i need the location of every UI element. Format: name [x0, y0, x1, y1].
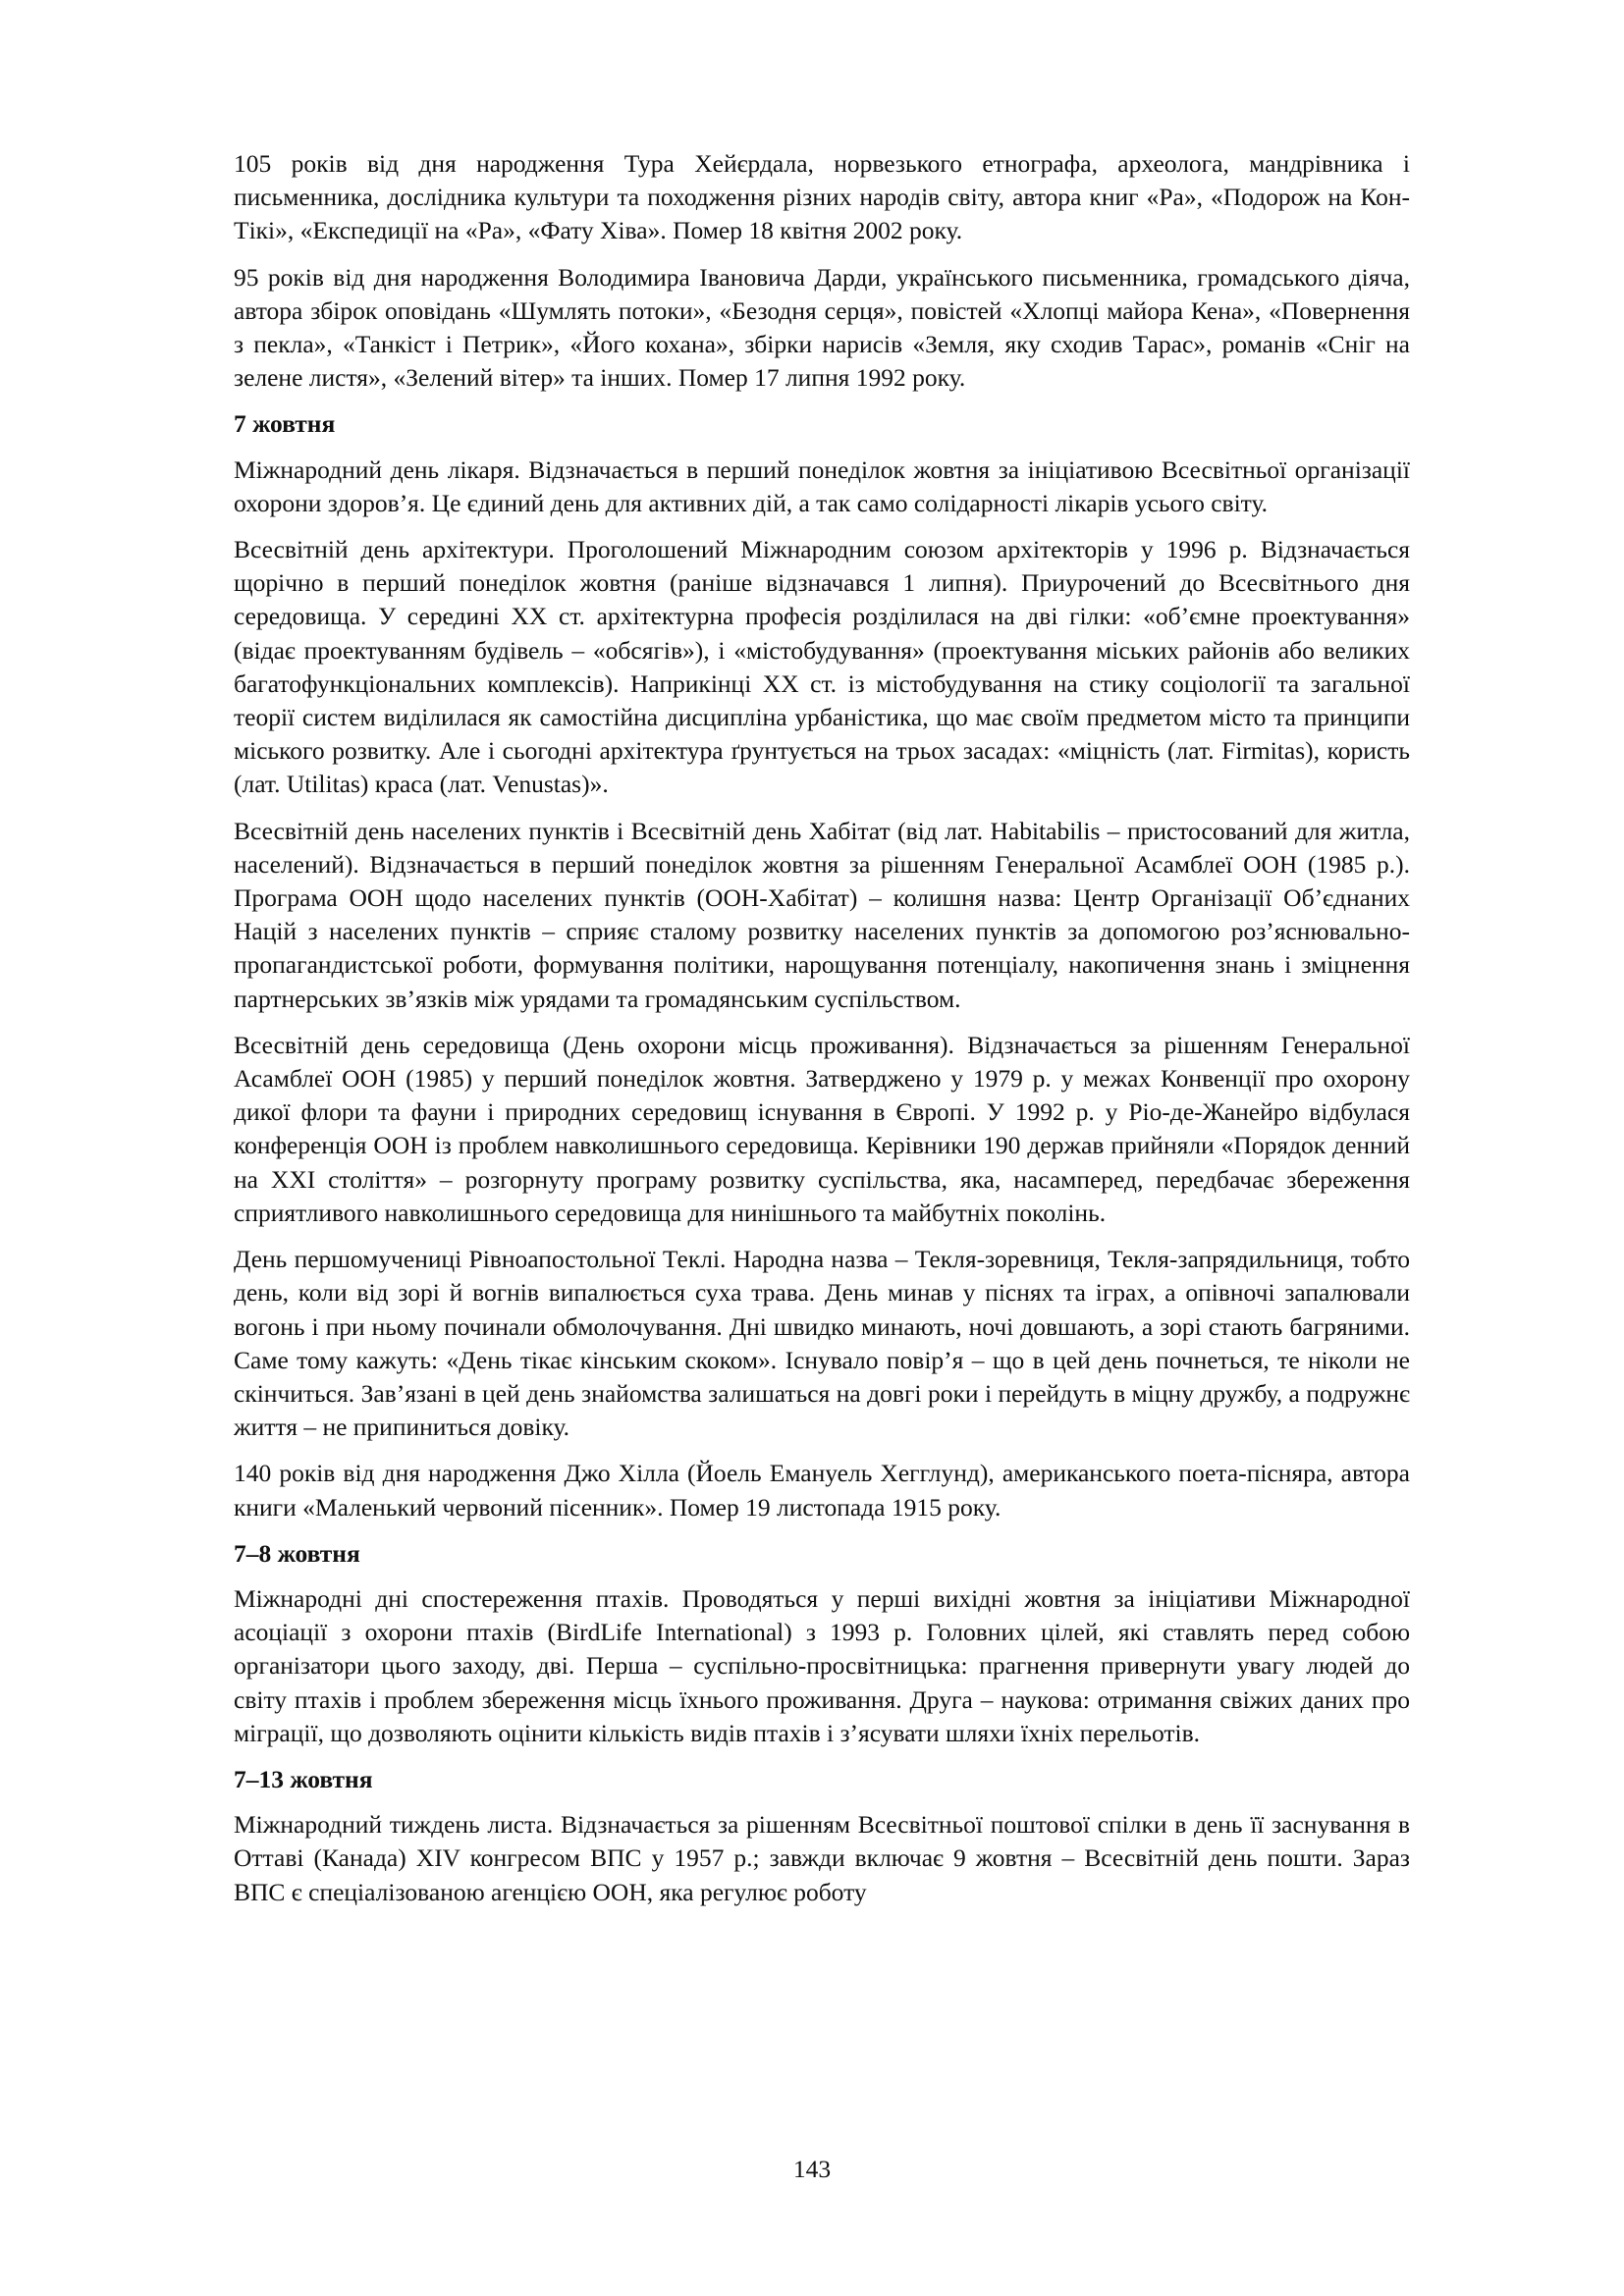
paragraph-darda: 95 років від дня народження Володимира Івановича Дарди, українського письменника, громадського діяча, автора збірок оповідань «Шумлять потоки», «Безодня серця», повістей «Хлопці майора Кена», «Повернення з пекла», «Танкіст і Петрик», «Його кохана», збірки нарисів «Земля, яку сходив Тарас», романів «Сніг на зелене листя», «Зелений вітер» та інших. Помер 17 липня 1992 року. — [234, 262, 1410, 393]
paragraph-bird-watching: Міжнародні дні спостереження птахів. Проводяться у перші вихідні жовтня за ініціативи Міжнародної асоціації з охорони птахів (BirdLife International) з 1993 р. Головних цілей, які ставлять перед собою організатори цього заходу, дві. Перша – суспільно-просвітницька: прагнення привернути увагу людей до світу птахів і проблем збереження місць їхнього проживання. Друга – наукова: отримання свіжих даних про міграції, що дозволяють оцінити кількість видів птахів і з’ясувати шляхи їхніх перельотів. — [234, 1583, 1410, 1747]
date-heading-oct-7-8: 7–8 жовтня — [234, 1538, 360, 1568]
date-heading-oct-7-13: 7–13 жовтня — [234, 1764, 373, 1793]
paragraph-joe-hill: 140 років від дня народження Джо Хілла (Йоель Емануель Хегглунд), американського поета-пісняра, автора книги «Маленький червоний пісенник». Помер 19 листопада 1915 року. — [234, 1459, 1410, 1522]
paragraph-thecla-day: День першомучениці Рівноапостольної Теклі. Народна назва – Текля-зоревниця, Текля-запрядильниця, тобто день, коли від зорі й вогнів випалюється суха трава. День минав у піснях та іграх, а опівночі запалювали вогонь і при ньому починали обмолочування. Дні швидко минають, ночі довшають, а зорі стають багряними. Саме тому кажуть: «День тікає кінським скоком». Існувало повір’я – що в цей день почнеться, те ніколи не скінчиться. Зав’язані в цей день знайомства залишаться на довгі роки і перейдуть в міцну дружбу, а подружнє життя – не припиниться довіку. — [234, 1245, 1410, 1442]
document-page — [234, 147, 1410, 1922]
paragraph-letter-week: Міжнародний тиждень листа. Відзначається за рішенням Всесвітньої поштової спілки в день її заснування в Оттаві (Канада) XIV конгресом ВПС у 1957 р.; завжди включає 9 жовтня – Всесвітній день пошти. Зараз ВПС є спеціалізованою агенцією ООН, яка регулює роботу — [234, 1810, 1410, 1906]
paragraph-habitat-day: Всесвітній день населених пунктів і Всесвітній день Хабітат (від лат. Habitabilis – пристосований для житла, населений). Відзначається в перший понеділок жовтня за рішенням Генеральної Асамблеї ООН (1985 р.). Програма ООН щодо населених пунктів (ООН-Хабітат) – колишня назва: Центр Організації Об’єднаних Націй з населених пунктів – сприяє сталому розвитку населених пунктів за допомогою роз’яснювально-пропагандистської роботи, формування політики, нарощування потенціалу, накопичення знань і зміцнення партнерських зв’язків між урядами та громадянським суспільством. — [234, 816, 1410, 1013]
page-number: 143 — [792, 2155, 832, 2183]
paragraph-environment-day: Всесвітній день середовища (День охорони місць проживання). Відзначається за рішенням Генеральної Асамблеї ООН (1985) у перший понеділок жовтня. Затверджено у 1979 р. у межах Конвенції про охорону дикої флори та фауни і природних середовищ існування в Європі. У 1992 р. у Ріо-де-Жанейро відбулася конференція ООН із проблем навколишнього середовища. Керівники 190 держав прийняли «Порядок денний на XXI століття» – розгорнуту програму розвитку суспільства, яка, насамперед, передбачає збереження сприятливого навколишнього середовища для нинішнього та майбутніх поколінь. — [234, 1030, 1410, 1227]
paragraph-architecture-day: Всесвітній день архітектури. Проголошений Міжнародним союзом архітекторів у 1996 р. Відзначається щорічно в перший понеділок жовтня (раніше відзначався 1 липня). Приурочений до Всесвітнього дня середовища. У середині XX ст. архітектурна професія розділилася на дві гілки: «об’ємне проектування» (відає проектуванням будівель – «обсягів»), і «містобудування» (проектування міських районів або великих багатофункціональних комплексів). Наприкінці XX ст. із містобудування на стику соціології та загальної теорії систем виділилася як самостійна дисципліна урбаністика, що має своїм предметом місто та принципи міського розвитку. Але і сьогодні архітектура ґрунтується на трьох засадах: «міцність (лат. Firmitas), користь (лат. Utilitas) краса (лат. Venustas)». — [234, 535, 1410, 799]
paragraph-doctor-day: Міжнародний день лікаря. Відзначається в перший понеділок жовтня за ініціативою Всесвітньої організації охорони здоров’я. Це єдиний день для активних дій, а так само солідарності лікарів усього світу. — [234, 454, 1410, 517]
paragraph-heyerdahl: 105 років від дня народження Тура Хейєрдала, норвезького етнографа, археолога, мандрівника і письменника, дослідника культури та походження різних народів світу, автора книг «Ра», «Подорож на Кон-Тікі», «Експедиції на «Ра», «Фату Хіва». Помер 18 квітня 2002 року. — [234, 149, 1410, 245]
date-heading-oct-7: 7 жовтня — [234, 409, 336, 439]
